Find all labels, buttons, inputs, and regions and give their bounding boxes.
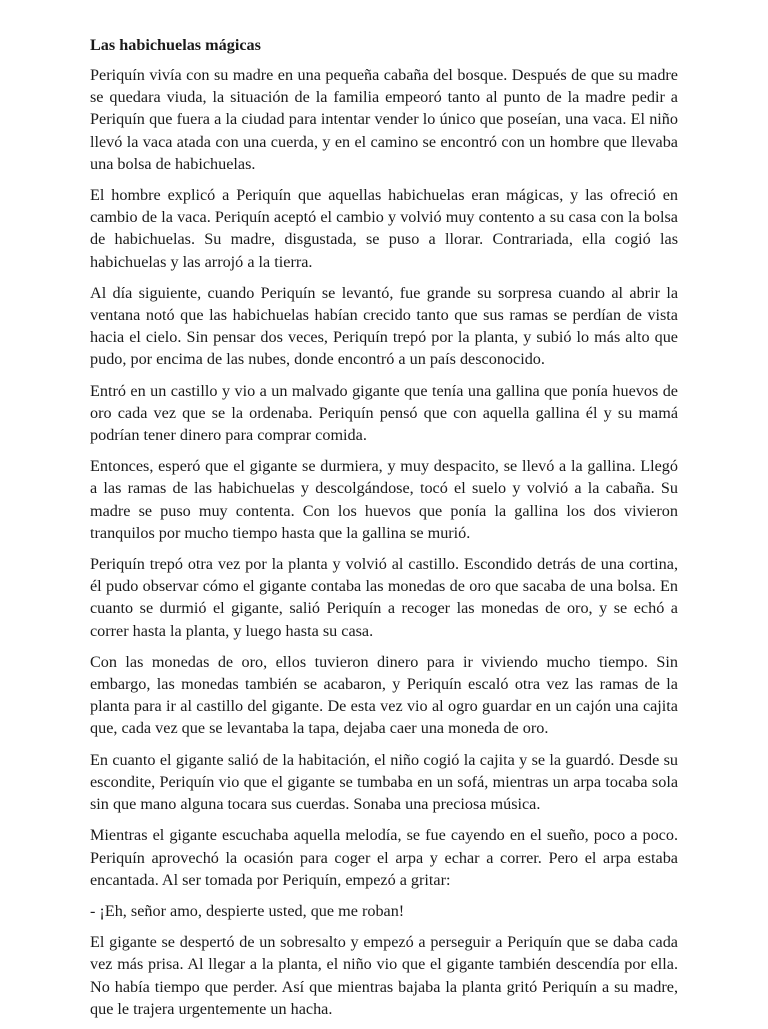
paragraph-9: Mientras el gigante escuchaba aquella melodía, se fue cayendo en el sueño, poco a poco. Periquín aprovechó la ocasión para coger el arpa y echar a correr. Pero el arpa estaba encantada. Al ser tomada por Periquín, empezó a gritar: <box>90 826 678 889</box>
document-page <box>90 34 678 1029</box>
paragraph-4: Entró en un castillo y vio a un malvado gigante que tenía una gallina que ponía huevos de oro cada vez que se la ordenaba. Periquín pensó que con aquella gallina él y su mamá podrían tener dinero para comprar comida. <box>90 381 678 445</box>
paragraph-2: El hombre explicó a Periquín que aquellas habichuelas eran mágicas, y las ofreció en cambio de la vaca. Periquín aceptó el cambio y volvió muy contento a su casa con la bolsa de habichuelas. Su madre, disgustada, se puso a llorar. Contrariada, ella cogió las habichuelas y las arrojó a la tierra. <box>90 186 678 271</box>
paragraph-11: El gigante se despertó de un sobresalto y empezó a perseguir a Periquín que se daba cada vez más prisa. Al llegar a la planta, el niño vio que el gigante también descendía por ella. No había tiempo que perder. Así que mientras bajaba la planta gritó Periquín a su madre, que le trajera urgentemente un hacha. <box>90 933 678 1018</box>
paragraph-8: En cuanto el gigante salió de la habitación, el niño cogió la cajita y se la guardó. Desde su escondite, Periquín vio que el gigante se tumbaba en un sofá, mientras un arpa tocaba sola sin que mano alguna tocara sus cuerdas. Sonaba una preciosa música. <box>90 750 678 814</box>
paragraph-7: Con las monedas de oro, ellos tuvieron dinero para ir viviendo mucho tiempo. Sin embargo, las monedas también se acabaron, y Periquín escaló otra vez las ramas de la planta para ir al castillo del gigante. De esta vez vio al ogro guardar en un cajón una cajita que, cada vez que se levantaba la tapa, dejaba caer una moneda de oro. <box>90 652 678 738</box>
paragraph-6: Periquín trepó otra vez por la planta y volvió al castillo. Escondido detrás de una cortina, él pudo observar cómo el gigante contaba las monedas de oro que sacaba de una bolsa. En cuanto se durmió el gigante, salió Periquín a recoger las monedas de oro, y se echó a correr hasta la planta, y luego hasta su casa. <box>90 555 678 640</box>
document-title: Las habichuelas mágicas <box>90 36 261 54</box>
dialogue-line: - ¡Eh, señor amo, despierte usted, que me roban! <box>90 901 405 920</box>
paragraph-5: Entonces, esperó que el gigante se durmiera, y muy despacito, se llevó a la gallina. Llegó a las ramas de las habichuelas y descolgándose, tocó el suelo y volvió a la cabaña. Su madre se puso muy contenta. Con los huevos que ponía la gallina los dos vivieron tranquilos por mucho tiempo hasta que la gallina se murió. <box>90 457 678 542</box>
paragraph-1: Periquín vivía con su madre en una pequeña cabaña del bosque. Después de que su madre se quedara viuda, la situación de la familia empeoró tanto al punto de la madre pedir a Periquín que fuera a la ciudad para intentar vender lo único que poseían, una vaca. El niño llevó la vaca atada con una cuerda, y en el camino se encontró con un hombre que llevaba una bolsa de habichuelas. <box>90 66 678 173</box>
paragraph-3: Al día siguiente, cuando Periquín se levantó, fue grande su sorpresa cuando al abrir la ventana notó que las habichuelas habían crecido tanto que sus ramas se perdían de vista hacia el cielo. Sin pensar dos veces, Periquín trepó por la planta, y subió lo más alto que pudo, por encima de las nubes, donde encontró a un país desconocido. <box>90 283 678 369</box>
